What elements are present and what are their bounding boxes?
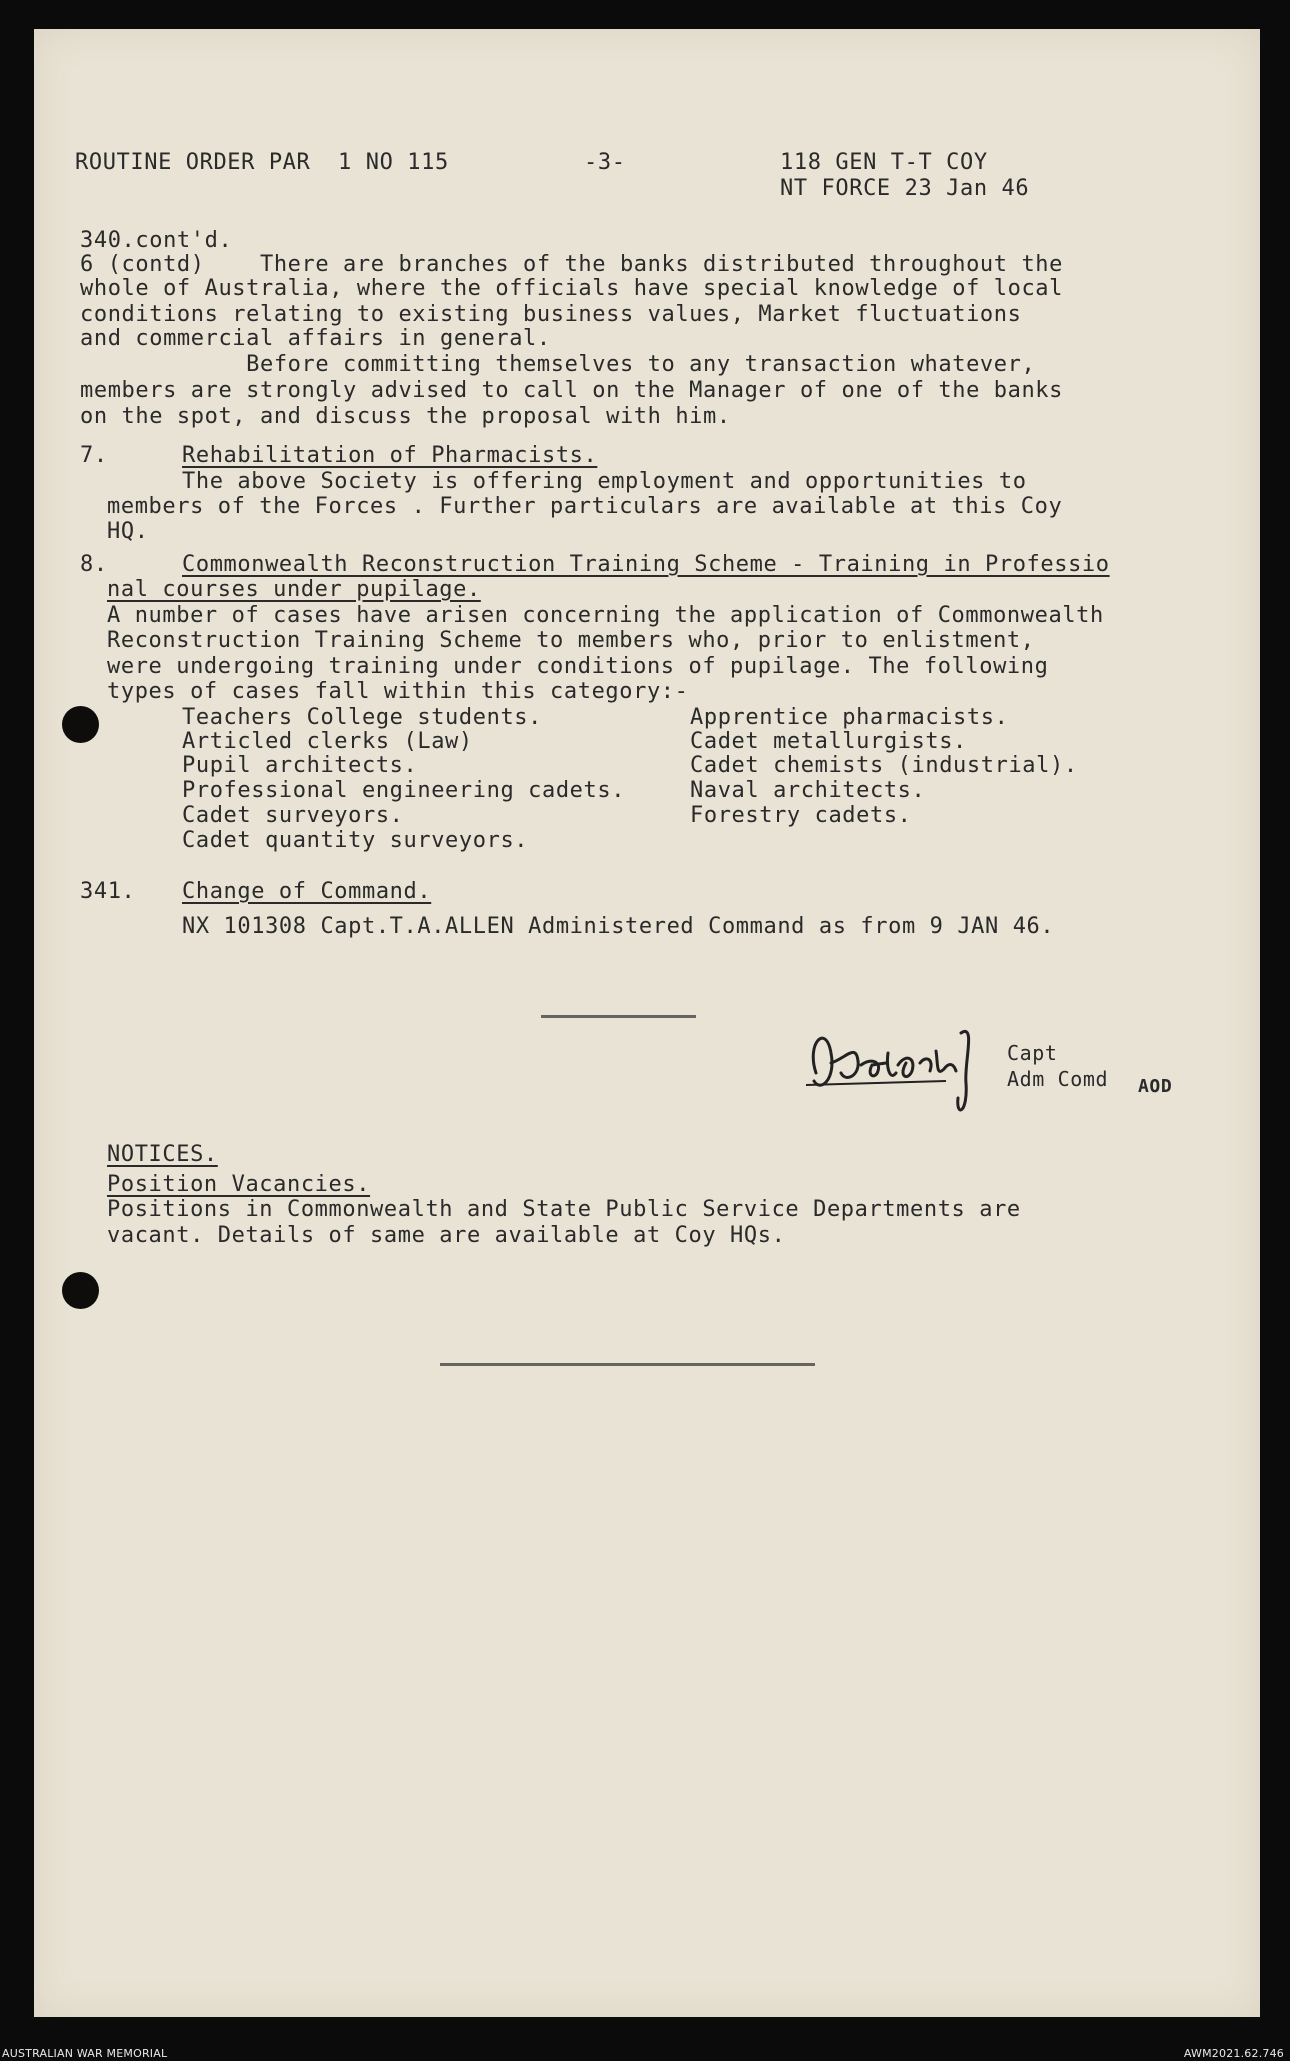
para-340-item6-line: members are strongly advised to call on the Manager of one of the banks — [80, 378, 1064, 403]
footer-institution: AUSTRALIAN WAR MEMORIAL — [2, 2047, 168, 2060]
category-item: Articled clerks (Law) — [182, 729, 473, 754]
header-order-reference: ROUTINE ORDER PAR 1 NO 115 — [75, 150, 449, 175]
notices-heading: NOTICES. — [107, 1142, 218, 1167]
section-divider — [440, 1363, 815, 1366]
header-force-date: NT FORCE 23 Jan 46 — [780, 176, 1030, 201]
punch-hole — [62, 706, 99, 743]
para-340-item6-line: on the spot, and discuss the proposal with him. — [80, 404, 731, 429]
category-item: Apprentice pharmacists. — [690, 705, 1009, 730]
category-item: Professional engineering cadets. — [182, 778, 626, 803]
para-340-item6-line: conditions relating to existing business values, Market fluctuations — [80, 302, 1022, 327]
header-unit: 118 GEN T-T COY — [780, 150, 988, 175]
para-340-item6-line: and commercial affairs in general. — [80, 326, 551, 351]
item7-body-line: HQ. — [107, 519, 149, 544]
category-item: Cadet chemists (industrial). — [690, 753, 1078, 778]
para-340-item6-line: whole of Australia, where the officials have special knowledge of local — [80, 276, 1064, 301]
item8-body-line: types of cases fall within this category:- — [107, 679, 689, 704]
item8-title: Commonwealth Reconstruction Training Scheme - Training in Professio — [182, 552, 1110, 577]
para-341-number: 341. — [80, 879, 136, 904]
handwritten-initials: AOD — [1138, 1076, 1173, 1097]
notices-title: Position Vacancies. — [107, 1172, 371, 1197]
item8-title: nal courses under pupilage. — [107, 577, 481, 602]
item7-title: Rehabilitation of Pharmacists. — [182, 443, 598, 468]
para-340-item6-line: Before committing themselves to any transaction whatever, — [80, 352, 1036, 377]
category-item: Naval architects. — [690, 778, 926, 803]
item8-body-line: A number of cases have arisen concerning the application of Commonwealth — [107, 603, 1104, 628]
para-340-heading: 340.cont'd. — [80, 228, 233, 253]
item7-body-line: The above Society is offering employment and opportunities to — [182, 469, 1027, 494]
footer-catalogue-id: AWM2021.62.746 — [1183, 2047, 1284, 2060]
category-item: Cadet metallurgists. — [690, 729, 967, 754]
category-item: Pupil architects. — [182, 753, 418, 778]
item8-body-line: Reconstruction Training Scheme to members who, prior to enlistment, — [107, 628, 1035, 653]
para-341-title: Change of Command. — [182, 879, 432, 904]
category-item: Teachers College students. — [182, 705, 542, 730]
item8-body-line: were undergoing training under conditions of pupilage. The following — [107, 654, 1049, 679]
category-item: Cadet surveyors. — [182, 803, 404, 828]
para-341-body: NX 101308 Capt.T.A.ALLEN Administered Command as from 9 JAN 46. — [182, 914, 1055, 939]
section-divider — [541, 1015, 696, 1018]
punch-hole — [62, 1272, 99, 1309]
para-340-item6-line: 6 (contd) There are branches of the banks distributed throughout the — [80, 252, 1064, 277]
signature-rank: Capt — [1007, 1041, 1058, 1065]
notices-body-line: vacant. Details of same are available at Coy HQs. — [107, 1223, 786, 1248]
category-item: Forestry cadets. — [690, 803, 912, 828]
item7-number: 7. — [80, 443, 108, 468]
item7-body-line: members of the Forces . Further particulars are available at this Coy — [107, 494, 1063, 519]
category-item: Cadet quantity surveyors. — [182, 828, 529, 853]
item8-number: 8. — [80, 552, 108, 577]
header-page-number: -3- — [584, 150, 626, 175]
notices-body-line: Positions in Commonwealth and State Public Service Departments are — [107, 1197, 1021, 1222]
signature-appointment: Adm Comd — [1007, 1067, 1109, 1091]
